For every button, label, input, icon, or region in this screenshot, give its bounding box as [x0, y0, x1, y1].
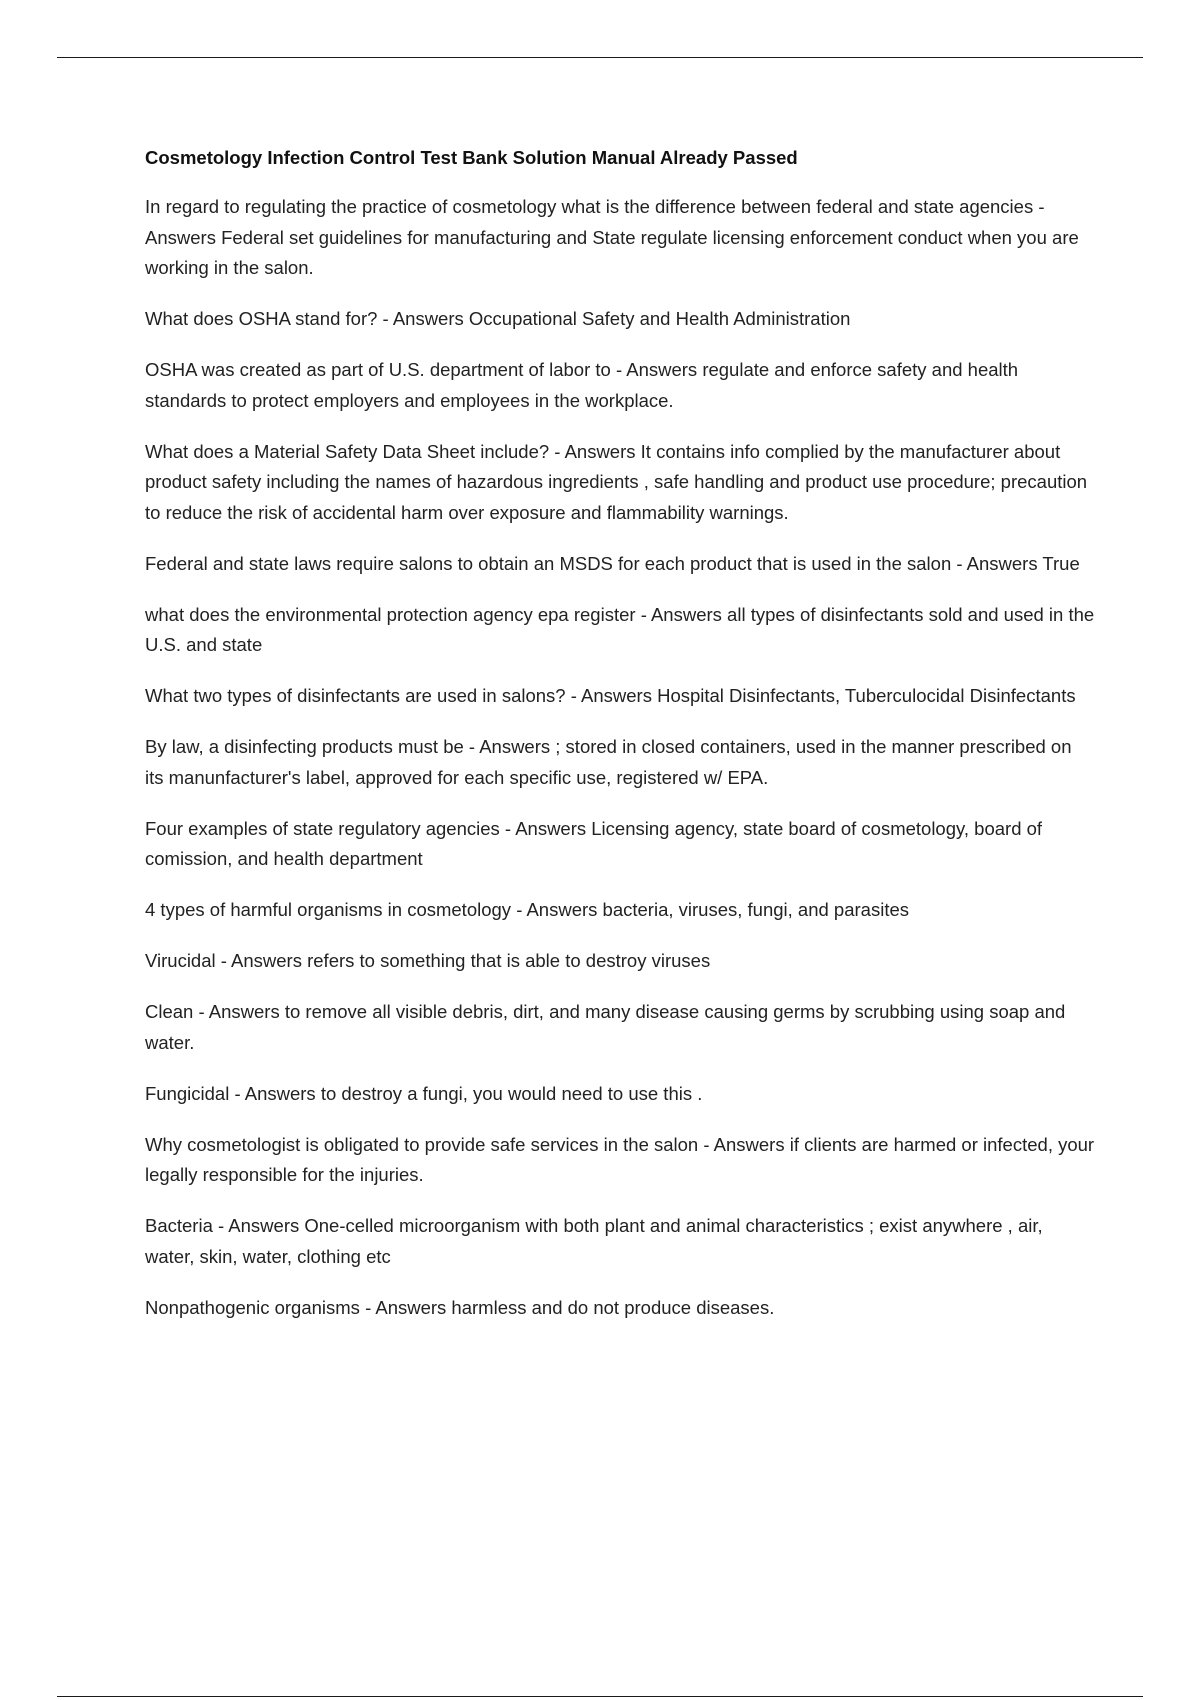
document-title: Cosmetology Infection Control Test Bank Solution Manual Already Passed — [145, 147, 798, 168]
qa-paragraph: Clean - Answers to remove all visible debris, dirt, and many disease causing germs by scrubbing using soap and water. — [145, 1001, 1066, 1053]
qa-paragraph: what does the environmental protection agency epa register - Answers all types of disinfectants sold and used in the U.S. and state — [145, 603, 1095, 655]
qa-paragraph: Why cosmetologist is obligated to provide safe services in the salon - Answers if clients are harmed or infected, your legally responsible for the injuries. — [145, 1133, 1095, 1185]
header-rule — [57, 57, 1143, 58]
qa-paragraph: Nonpathogenic organisms - Answers harmless and do not produce diseases. — [145, 1296, 775, 1318]
qa-paragraph: By law, a disinfecting products must be - Answers ; stored in closed containers, used in the manner prescribed on its manunfacturer's label, approved for each specific use, registered w/ EPA. — [145, 736, 1072, 788]
document-body — [145, 145, 1095, 1344]
qa-paragraph: Bacteria - Answers One-celled microorganism with both plant and animal characteristics ; exist anywhere , air, water, skin, water, clothing etc — [145, 1215, 1043, 1267]
qa-paragraph: What two types of disinfectants are used in salons? - Answers Hospital Disinfectants, Tuberculocidal Disinfectants — [145, 685, 1076, 706]
qa-paragraph: Four examples of state regulatory agencies - Answers Licensing agency, state board of cosmetology, board of comission, and health department — [145, 817, 1043, 869]
qa-paragraph: What does OSHA stand for? - Answers Occupational Safety and Health Administration — [145, 308, 851, 329]
qa-paragraph: Virucidal - Answers refers to something that is able to destroy viruses — [145, 950, 711, 971]
qa-paragraph: Fungicidal - Answers to destroy a fungi, you would need to use this . — [145, 1082, 703, 1104]
qa-paragraph: Federal and state laws require salons to obtain an MSDS for each product that is used in the salon - Answers True — [145, 552, 1080, 574]
footer-rule — [57, 1696, 1143, 1697]
qa-paragraph: In regard to regulating the practice of cosmetology what is the difference between federal and state agencies - Answers Federal set guidelines for manufacturing and State regulate licensing enforcement conduct when you are working in the salon. — [145, 196, 1079, 278]
qa-paragraph: 4 types of harmful organisms in cosmetology - Answers bacteria, viruses, fungi, and parasites — [145, 899, 909, 920]
qa-paragraph: OSHA was created as part of U.S. department of labor to - Answers regulate and enforce safety and health standards to protect employers and employees in the workplace. — [145, 359, 1019, 411]
qa-paragraph: What does a Material Safety Data Sheet include? - Answers It contains info complied by the manufacturer about product safety including the names of hazardous ingredients , safe handling and product use procedure; precaution to reduce the risk of accidental harm over exposure and flammability warnings. — [145, 440, 1088, 523]
